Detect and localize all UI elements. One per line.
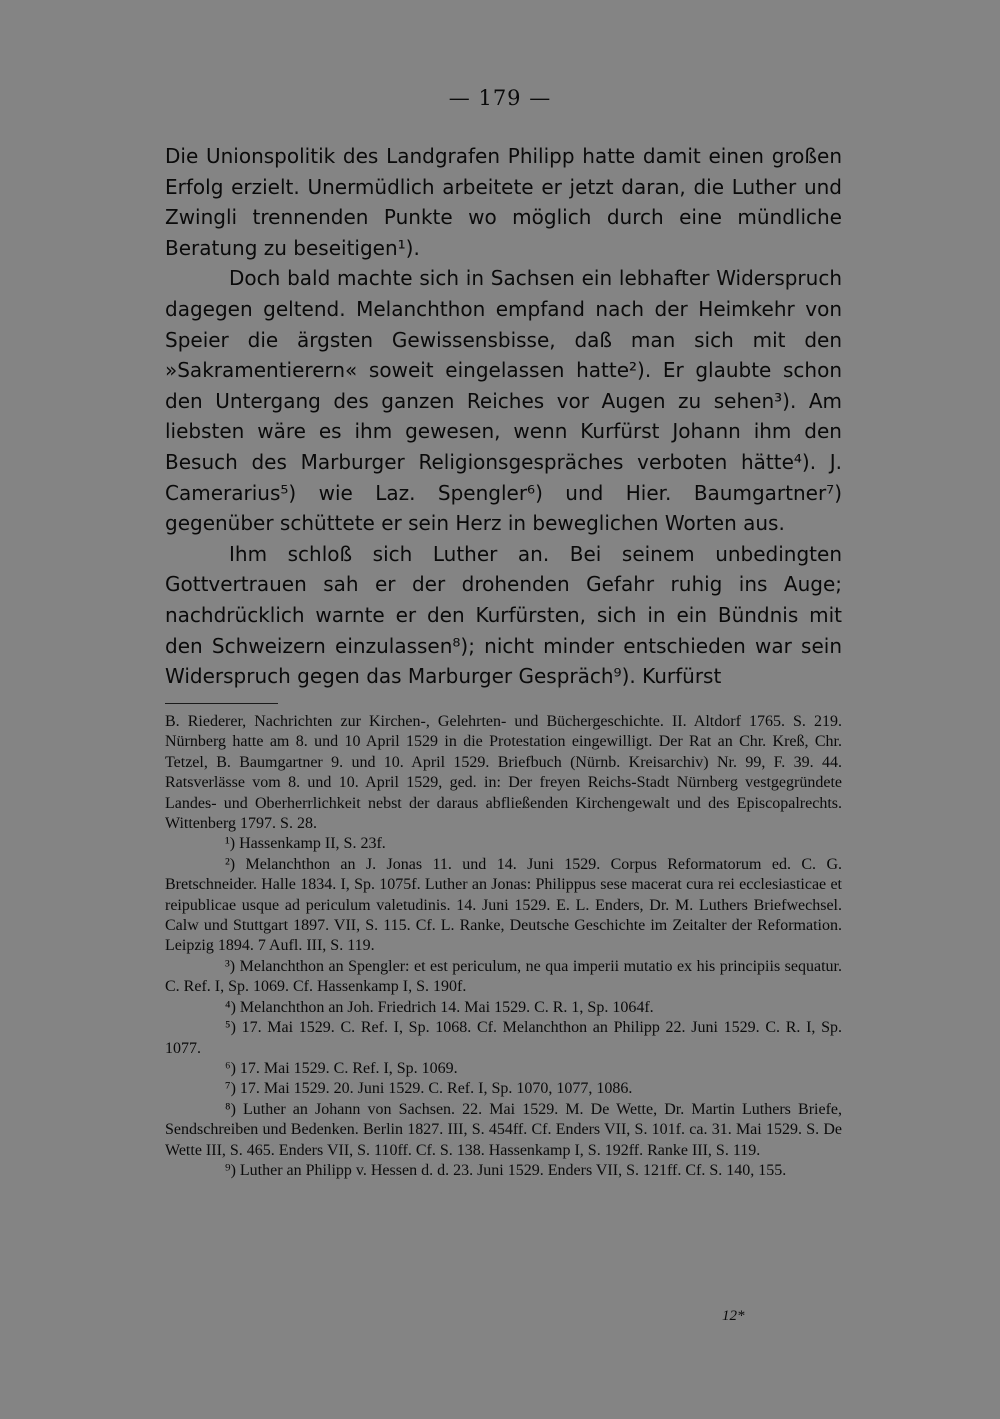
paragraph: Doch bald machte sich in Sachsen ein lebhafter Widerspruch dagegen geltend. Melanchthon empfand nach der Heimkehr von Speier die ärgsten Gewissensbisse, daß man sich mit den »Sakramentierern« soweit eingelassen hatte²). Er glaubte schon den Untergang des ganzen Reiches vor Augen zu sehen³). Am liebsten wäre es ihm gewesen, wenn Kurfürst Johann ihm den Besuch des Marburger Religionsgespräches verboten hätte⁴). J. Camerarius⁵) wie Laz. Spengler⁶) und Hier. Baumgartner⁷) gegenüber schüttete er sein Herz in beweglichen Worten aus. [165,266,842,536]
footnote-3: ³) Melanchthon an Spengler: et est periculum, ne qua imperii mutatio ex his principiis sequatur. C. Ref. I, Sp. 1069. Cf. Hassenkamp I, S. 190f. [165,957,842,996]
footnotes [165,712,842,1181]
footnote-7: ⁷) 17. Mai 1529. 20. Juni 1529. C. Ref. I, Sp. 1070, 1077, 1086. [225,1080,633,1098]
signature-mark: 12* [722,1308,745,1324]
footnote-divider [165,703,278,704]
footnote-continuation: B. Riederer, Nachrichten zur Kirchen-, Gelehrten- und Büchergeschichte. II. Altdorf 1765. S. 219. Nürnberg hatte am 8. und 10 April 1529 in die Protestation eingewilligt. Der Rat an Chr. Kreß, Chr. Tetzel, B. Baumgartner 9. und 10. April 1529. Briefbuch (Nürnb. Kreisarchiv) Nr. 99, F. 39. 44. Ratsverlässe vom 8. und 10. April 1529, ged. in: Der freyen Reichs-Stadt Nürnberg vestgegründete Landes- und Oberherrlichkeit nebst der daraus abfließenden Kirchengewalt und des Episcopalrechts. Wittenberg 1797. S. 28. [165,713,842,833]
footnote-4: ⁴) Melanchthon an Joh. Friedrich 14. Mai 1529. C. R. 1, Sp. 1064f. [225,998,654,1016]
footnote-2: ²) Melanchthon an J. Jonas 11. und 14. Juni 1529. Corpus Reformatorum ed. C. G. Bretschneider. Halle 1834. I, Sp. 1075f. Luther an Jonas: Philippus sese macerat cura rei ecclesiasticae et reipublicae usque ad periculum valetudinis. 14. Juni 1529. E. L. Enders, Dr. M. Luthers Briefwechsel. Calw und Stuttgart 1897. VII, S. 115. Cf. L. Ranke, Deutsche Geschichte im Zeitalter der Reformation. Leipzig 1894. 7 Aufl. III, S. 119. [165,855,842,955]
paragraph: Ihm schloß sich Luther an. Bei seinem unbedingten Gottvertrauen sah er der drohenden Gefahr ruhig ins Auge; nachdrücklich warnte er den Kurfürsten, sich in ein Bündnis mit den Schweizern einzulassen⁸); nicht minder entschieden war sein Widerspruch gegen das Marburger Gespräch⁹). Kurfürst [165,541,842,689]
main-text [165,141,842,692]
footnote-6: ⁶) 17. Mai 1529. C. Ref. I, Sp. 1069. [225,1059,458,1077]
footnote-9: ⁹) Luther an Philipp v. Hessen d. d. 23. Juni 1529. Enders VII, S. 121ff. Cf. S. 140, 155. [225,1161,787,1179]
page-number: — 179 — [448,86,552,110]
footnote-5: ⁵) 17. Mai 1529. C. Ref. I, Sp. 1068. Cf. Melanchthon an Philipp 22. Juni 1529. C. R. I, Sp. 1077. [165,1019,842,1057]
footnote-1: ¹) Hassenkamp II, S. 23f. [225,835,386,853]
footnote-8: ⁸) Luther an Johann von Sachsen. 22. Mai 1529. M. De Wette, Dr. Martin Luthers Briefe, Sendschreiben und Bedenken. Berlin 1827. III, S. 454ff. Cf. Enders VII, S. 101f. ca. 31. Mai 1529. S. De Wette III, S. 465. Enders VII, S. 110ff. Cf. S. 138. Hassenkamp I, S. 192ff. Ranke III, S. 119. [165,1100,842,1159]
paragraph: Die Unionspolitik des Landgrafen Philipp hatte damit einen großen Erfolg erzielt. Unermüdlich arbeitete er jetzt daran, die Luther und Zwingli trennenden Punkte wo möglich durch eine mündliche Beratung zu beseitigen¹). [165,144,842,260]
